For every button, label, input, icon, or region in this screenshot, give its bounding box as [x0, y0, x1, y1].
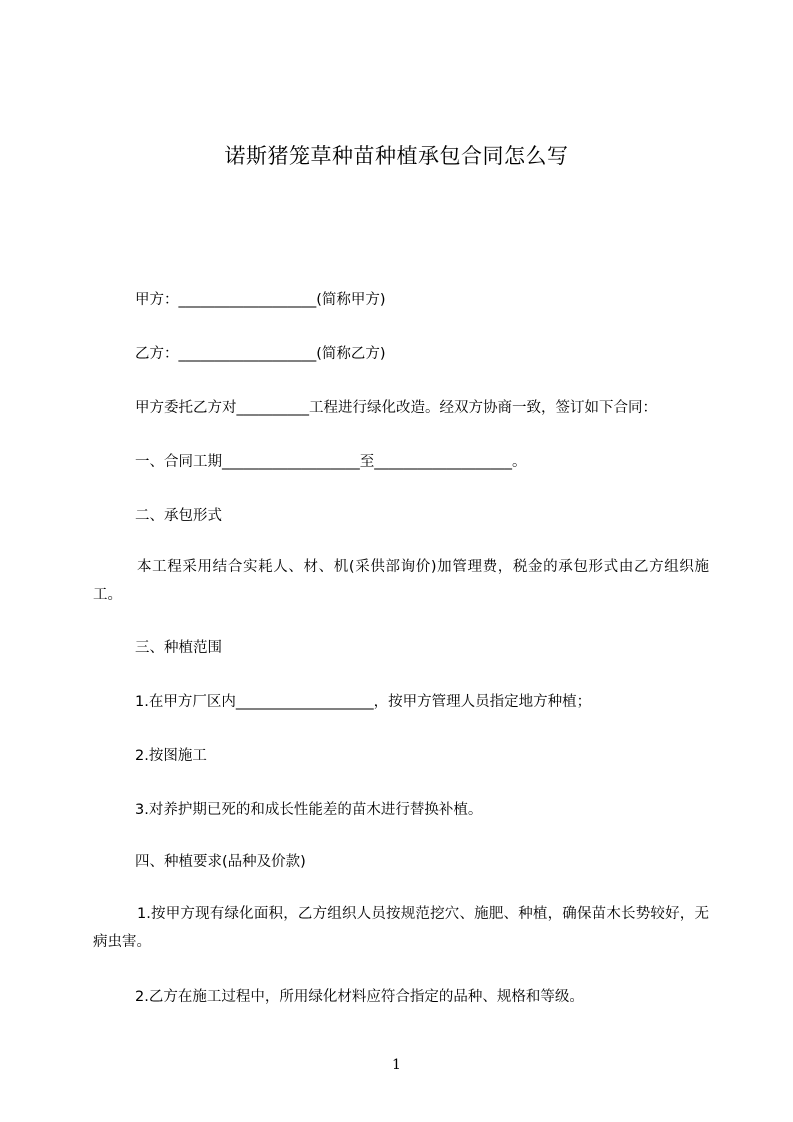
contract-form-paragraph: 本工程采用结合实耗人、材、机(采供部询价)加管理费，税金的承包形式由乙方组织施工。 — [93, 559, 709, 603]
section-3-heading: 三、种植范围 — [135, 640, 222, 656]
entrustment-paragraph: 甲方委托乙方对__________工程进行绿化改造。经双方协商一致，签订如下合同： — [135, 400, 657, 416]
scope-item-3: 3.对养护期已死的和成长性能差的苗木进行替换补植。 — [135, 802, 483, 818]
scope-item-2: 2.按图施工 — [135, 748, 207, 764]
party-a-line: 甲方：___________________(简称甲方) — [135, 292, 386, 308]
document-title: 诺斯猪笼草种苗种植承包合同怎么写 — [224, 144, 569, 168]
section-1-contract-period: 一、合同工期___________________至___________________。 — [135, 454, 527, 470]
requirement-item-2: 2.乙方在施工过程中，所用绿化材料应符合指定的品种、规格和等级。 — [135, 989, 584, 1005]
party-b-line: 乙方：___________________(简称乙方) — [135, 346, 386, 362]
section-4-heading: 四、种植要求(品种及价款) — [135, 854, 306, 870]
requirement-item-1: 1.按甲方现有绿化面积，乙方组织人员按规范挖穴、施肥、种植，确保苗木长势较好，无病虫害。 — [93, 906, 709, 950]
scope-item-1: 1.在甲方厂区内___________________，按甲方管理人员指定地方种植； — [135, 694, 592, 710]
section-2-heading: 二、承包形式 — [135, 508, 222, 524]
page-number: 1 — [392, 1057, 401, 1073]
